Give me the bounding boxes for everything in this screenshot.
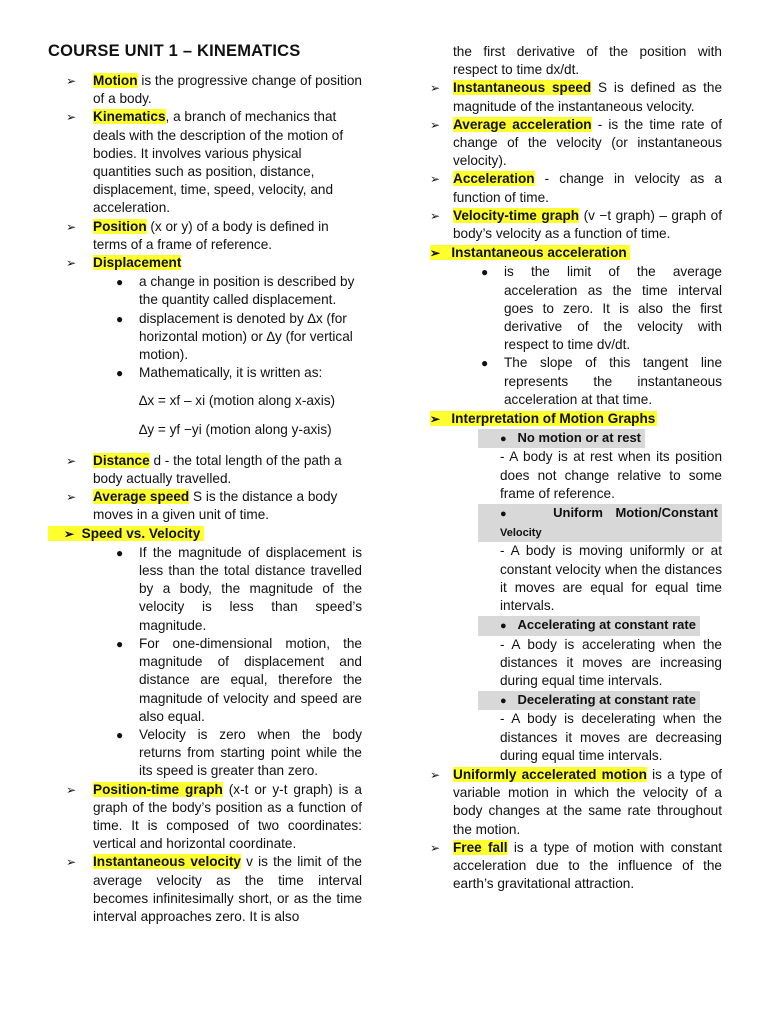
graph-type-decelerating: ● Decelerating at constant rate - A body is decelerating when the distances it moves are decreasing during equal time intervals. — [500, 691, 722, 765]
term-acceleration: Acceleration — [453, 171, 535, 187]
term-displacement: Displacement — [93, 255, 182, 271]
graph-type-accelerating: ● Accelerating at constant rate - A body is accelerating when the distances it moves are increasing during equal time intervals. — [500, 616, 722, 690]
term-position-time-graph: Position-time graph — [93, 781, 223, 797]
graph-type-uniform-motion: ● Uniform Motion/Constant Velocity - A body is moving uniformly or at constant velocity when the distances it moves are equal for equal time intervals. — [500, 504, 722, 615]
arrow-bullet-icon: ➢ — [430, 767, 441, 782]
arrow-bullet-icon: ➢ — [430, 412, 441, 427]
bullet-dot-icon: ● — [116, 636, 124, 651]
term-position: Position — [93, 218, 147, 234]
bullet-item: ● The slope of this tangent line represents the instantaneous acceleration at that time. — [481, 355, 722, 407]
arrow-bullet-icon: ➢ — [430, 81, 441, 96]
term-motion: Motion — [93, 73, 138, 88]
definition-uniformly-accelerated-motion: is a type of variable motion in which the velocity of a body changes at the same rate throughout the motion. — [453, 766, 722, 837]
list-item-kinematics — [48, 108, 362, 217]
heading-instantaneous-acceleration: ➢ Instantaneous acceleration — [430, 244, 722, 262]
list-item-speed-vs-velocity — [48, 525, 362, 543]
list-item-instantaneous-speed — [430, 79, 722, 115]
term-kinematics: Kinematics — [93, 109, 166, 125]
arrow-bullet-icon: ➢ — [66, 782, 77, 797]
list-item-acceleration — [430, 170, 722, 206]
heading-interpretation: ➢ Interpretation of Motion Graphs — [430, 411, 656, 427]
term-instantaneous-velocity: Instantaneous velocity — [93, 854, 241, 870]
bullet-item: ● displacement is denoted by ∆x (for horizontal motion) or ∆y (for vertical motion). — [116, 310, 353, 363]
bullet-item: ● a change in position is described by the quantity called displacement. — [116, 274, 355, 308]
bullet-dot-icon: ● — [500, 695, 507, 708]
bullet-item: ● If the magnitude of displacement is less than the total distance travelled by a body, the magnitude of the velocity is less than speed’s magnitude. — [116, 544, 362, 633]
bullet-item: ● For one-dimensional motion, the magnitude of displacement and distance are equal, therefore the magnitude of velocity and speed are also equal. — [116, 635, 362, 724]
list-item-average-acceleration — [430, 116, 722, 171]
bullet-dot-icon: ● — [116, 311, 124, 326]
graph-type-no-motion: ● No motion or at rest - A body is at rest when its position does not change relative to some frame of reference. — [500, 429, 722, 503]
arrow-bullet-icon: ➢ — [430, 208, 441, 223]
bullet-dot-icon: ● — [500, 433, 507, 446]
list-item-uniformly-accelerated-motion — [430, 766, 722, 839]
page-title: COURSE UNIT 1 – KINEMATICS — [48, 42, 301, 60]
heading-speed-vs-velocity: ➢ Speed vs. Velocity — [48, 526, 204, 541]
term-instantaneous-speed: Instantaneous speed — [453, 80, 592, 96]
arrow-bullet-icon: ➢ — [430, 117, 441, 132]
bullet-dot-icon: ● — [116, 275, 124, 290]
bullet-dot-icon: ● — [116, 366, 124, 381]
arrow-bullet-icon: ➢ — [66, 855, 77, 870]
term-velocity-time-graph: Velocity-time graph — [453, 207, 580, 223]
list-item-average-speed — [48, 488, 362, 524]
definition-instantaneous-velocity: v is the limit of the average velocity as the time interval becomes infinitesimally short, or as the time interval approaches zero. It is also — [93, 854, 362, 924]
list-item-position-time-graph — [48, 781, 362, 854]
bullet-item: ● Mathematically, it is written as: — [139, 364, 362, 382]
arrow-bullet-icon: ➢ — [66, 453, 77, 468]
definition-motion: is the progressive change of position of a body. — [93, 73, 362, 107]
formula-y: ∆y = yf −yi (motion along y-axis) — [139, 421, 332, 437]
arrow-bullet-icon: ➢ — [66, 74, 77, 88]
list-item-velocity-time-graph — [430, 207, 722, 243]
bullet-item: ● is the limit of the average acceleration as the time interval goes to zero. It is also the first derivative of the velocity with respect to time dv/dt. — [481, 264, 722, 353]
formula-x: ∆x = xf – xi (motion along x-axis) — [139, 393, 336, 409]
definition-free-fall: is a type of motion with constant acceleration due to the influence of the earth’s gravitational attraction. — [453, 839, 722, 892]
definition-acceleration: - change in velocity as a function of time. — [453, 171, 722, 205]
continued-text: the first derivative of the position with respect to time dx/dt. — [453, 44, 722, 78]
bullet-dot-icon: ● — [116, 727, 124, 742]
bullet-dot-icon: ● — [500, 620, 507, 633]
definition-average-acceleration: - is the time rate of change of the velocity (or instantaneous velocity). — [453, 116, 723, 169]
bullet-dot-icon: ● — [481, 356, 489, 371]
definition-distance: d - the total length of the path a body actually travelled. — [93, 452, 342, 487]
definition-average-speed: S is the distance a body moves in a given unit of time. — [93, 489, 338, 523]
list-item-displacement — [48, 254, 362, 272]
term-distance: Distance — [93, 452, 150, 468]
definition-kinematics: , a branch of mechanics that deals with the description of the motion of bodies. It involves various physical quantities such as position, distance, displacement, time, speed, velocity, and acceleration. — [93, 109, 344, 216]
bullet-item: ● Velocity is zero when the body returns from starting point while the its speed is greater than zero. — [116, 726, 362, 779]
arrow-bullet-icon: ➢ — [430, 840, 441, 855]
arrow-bullet-icon: ➢ — [66, 490, 77, 505]
list-item-position — [48, 218, 362, 254]
list-item-free-fall — [430, 839, 722, 894]
arrow-bullet-icon: ➢ — [64, 526, 75, 541]
bullet-dot-icon: ● — [481, 265, 489, 280]
list-item-instantaneous-velocity — [48, 853, 362, 926]
arrow-bullet-icon: ➢ — [66, 110, 77, 125]
definition-velocity-time-graph: (v −t graph) – graph of body’s velocity as a function of time. — [453, 207, 722, 242]
definition-position: (x or y) of a body is defined in terms of a frame of reference. — [93, 218, 329, 252]
instantaneous-acceleration-bullets — [481, 263, 722, 409]
left-column — [48, 72, 362, 926]
list-item-motion — [48, 72, 362, 108]
term-free-fall: Free fall — [453, 839, 508, 855]
speed-velocity-bullets — [116, 544, 362, 781]
definition-position-time-graph: (x-t or y-t graph) is a graph of the body’s position as a function of time. It is composed of two coordinates: vertical and horizontal coordinate. — [93, 781, 362, 852]
list-item-distance — [48, 452, 362, 488]
term-average-speed: Average speed — [93, 489, 190, 505]
bullet-dot-icon: ● — [116, 545, 124, 560]
term-average-acceleration: Average acceleration — [453, 116, 592, 132]
right-column — [430, 43, 722, 893]
arrow-bullet-icon: ➢ — [66, 256, 77, 271]
arrow-bullet-icon: ➢ — [430, 172, 441, 187]
arrow-bullet-icon: ➢ — [66, 219, 77, 234]
bullet-dot-icon: ● — [500, 508, 516, 521]
arrow-bullet-icon: ➢ — [430, 246, 441, 261]
definition-instantaneous-speed: S is defined as the magnitude of the instantaneous velocity. — [453, 80, 723, 114]
term-uniformly-accelerated-motion: Uniformly accelerated motion — [453, 766, 647, 782]
displacement-bullets — [116, 273, 362, 382]
